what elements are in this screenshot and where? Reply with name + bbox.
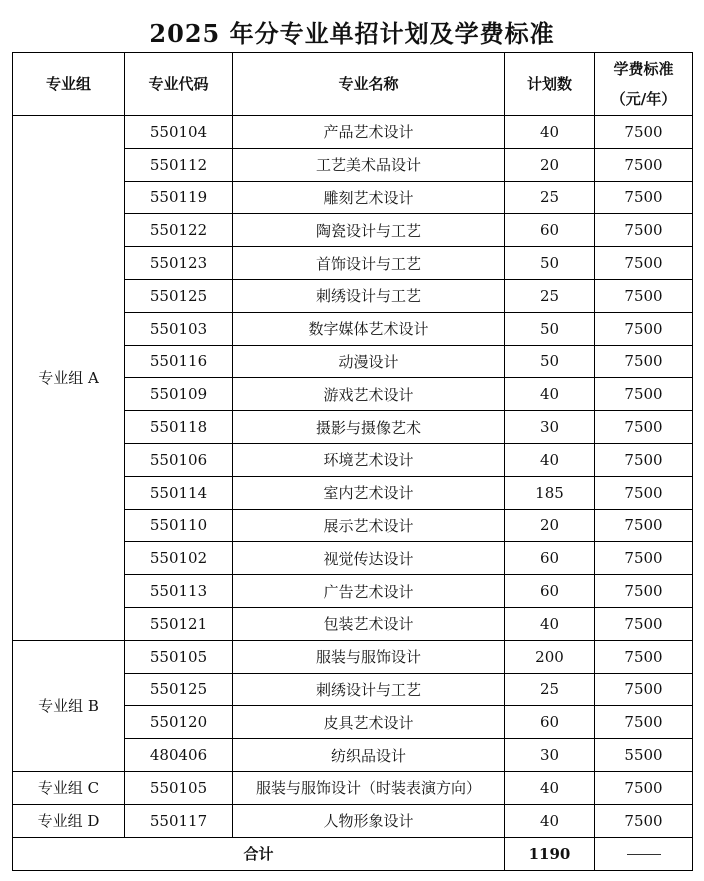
name-cell: 包装艺术设计 [233,607,505,640]
code-cell: 550114 [125,476,233,509]
name-cell: 刺绣设计与工艺 [233,279,505,312]
code-cell: 550117 [125,804,233,837]
fee-cell: 7500 [595,575,693,608]
fee-cell: 7500 [595,542,693,575]
plan-cell: 25 [505,673,595,706]
plan-cell: 60 [505,214,595,247]
code-cell: 550125 [125,279,233,312]
code-cell: 550103 [125,312,233,345]
code-cell: 550122 [125,214,233,247]
plan-cell: 30 [505,411,595,444]
plan-cell: 40 [505,771,595,804]
header-fee [595,53,693,116]
code-cell: 550118 [125,411,233,444]
group-label-cell: 专业组 C [13,771,125,804]
total-fee-dash [595,837,693,870]
fee-cell: 7500 [595,312,693,345]
name-cell: 服装与服饰设计（时装表演方向） [233,771,505,804]
code-cell: 480406 [125,739,233,772]
code-cell: 550102 [125,542,233,575]
name-cell: 陶瓷设计与工艺 [233,214,505,247]
name-cell: 工艺美术品设计 [233,148,505,181]
name-cell: 数字媒体艺术设计 [233,312,505,345]
code-cell: 550121 [125,607,233,640]
header-code: 专业代码 [125,53,233,116]
fee-cell: 7500 [595,411,693,444]
header-fee-line1: 学费标准 [613,60,674,78]
plan-cell: 20 [505,509,595,542]
plan-cell: 40 [505,116,595,149]
plan-cell: 60 [505,706,595,739]
plan-cell: 25 [505,279,595,312]
fee-cell: 7500 [595,247,693,280]
code-cell: 550125 [125,673,233,706]
name-cell: 摄影与摄像艺术 [233,411,505,444]
name-cell: 皮具艺术设计 [233,706,505,739]
total-plan: 1190 [505,837,595,870]
name-cell: 首饰设计与工艺 [233,247,505,280]
plan-cell: 50 [505,345,595,378]
fee-cell: 5500 [595,739,693,772]
fee-cell: 7500 [595,706,693,739]
total-row [13,837,693,870]
fee-cell: 7500 [595,476,693,509]
fee-cell: 7500 [595,181,693,214]
plan-cell: 40 [505,378,595,411]
plan-cell: 60 [505,542,595,575]
plan-cell: 40 [505,607,595,640]
name-cell: 视觉传达设计 [233,542,505,575]
code-cell: 550104 [125,116,233,149]
fee-cell: 7500 [595,378,693,411]
code-cell: 550106 [125,443,233,476]
name-cell: 产品艺术设计 [233,116,505,149]
code-cell: 550110 [125,509,233,542]
fee-cell: 7500 [595,771,693,804]
dash-line [627,854,661,855]
code-cell: 550113 [125,575,233,608]
header-fee-line2: （元/年） [610,90,677,108]
group-label-cell: 专业组 B [13,640,125,771]
code-cell: 550109 [125,378,233,411]
plan-cell: 185 [505,476,595,509]
code-cell: 550116 [125,345,233,378]
fee-cell: 7500 [595,214,693,247]
name-cell: 展示艺术设计 [233,509,505,542]
table-header-row [13,53,693,116]
fee-cell: 7500 [595,640,693,673]
fee-cell: 7500 [595,345,693,378]
header-plan: 计划数 [505,53,595,116]
code-cell: 550119 [125,181,233,214]
plan-cell: 50 [505,312,595,345]
fee-cell: 7500 [595,279,693,312]
group-label-cell: 专业组 D [13,804,125,837]
name-cell: 游戏艺术设计 [233,378,505,411]
group-label-cell: 专业组 A [13,116,125,641]
fee-cell: 7500 [595,509,693,542]
name-cell: 服装与服饰设计 [233,640,505,673]
plan-cell: 50 [505,247,595,280]
fee-cell: 7500 [595,804,693,837]
plan-cell: 30 [505,739,595,772]
total-label: 合计 [13,837,505,870]
plan-cell: 40 [505,443,595,476]
code-cell: 550105 [125,771,233,804]
code-cell: 550123 [125,247,233,280]
fee-cell: 7500 [595,148,693,181]
table-row [13,804,693,837]
plan-cell: 25 [505,181,595,214]
name-cell: 室内艺术设计 [233,476,505,509]
plan-cell: 20 [505,148,595,181]
fee-cell: 7500 [595,116,693,149]
code-cell: 550112 [125,148,233,181]
name-cell: 环境艺术设计 [233,443,505,476]
table-row [13,640,693,673]
header-group: 专业组 [13,53,125,116]
name-cell: 刺绣设计与工艺 [233,673,505,706]
plan-cell: 200 [505,640,595,673]
enrollment-plan-table [12,52,693,871]
fee-cell: 7500 [595,443,693,476]
page-title: 2025 年分专业单招计划及学费标准 [149,19,555,48]
name-cell: 人物形象设计 [233,804,505,837]
code-cell: 550105 [125,640,233,673]
table-body [13,116,693,838]
name-cell: 广告艺术设计 [233,575,505,608]
plan-cell: 40 [505,804,595,837]
plan-cell: 60 [505,575,595,608]
table-row [13,116,693,149]
header-name: 专业名称 [233,53,505,116]
code-cell: 550120 [125,706,233,739]
fee-cell: 7500 [595,607,693,640]
table-row [13,771,693,804]
fee-cell: 7500 [595,673,693,706]
name-cell: 雕刻艺术设计 [233,181,505,214]
name-cell: 动漫设计 [233,345,505,378]
name-cell: 纺织品设计 [233,739,505,772]
